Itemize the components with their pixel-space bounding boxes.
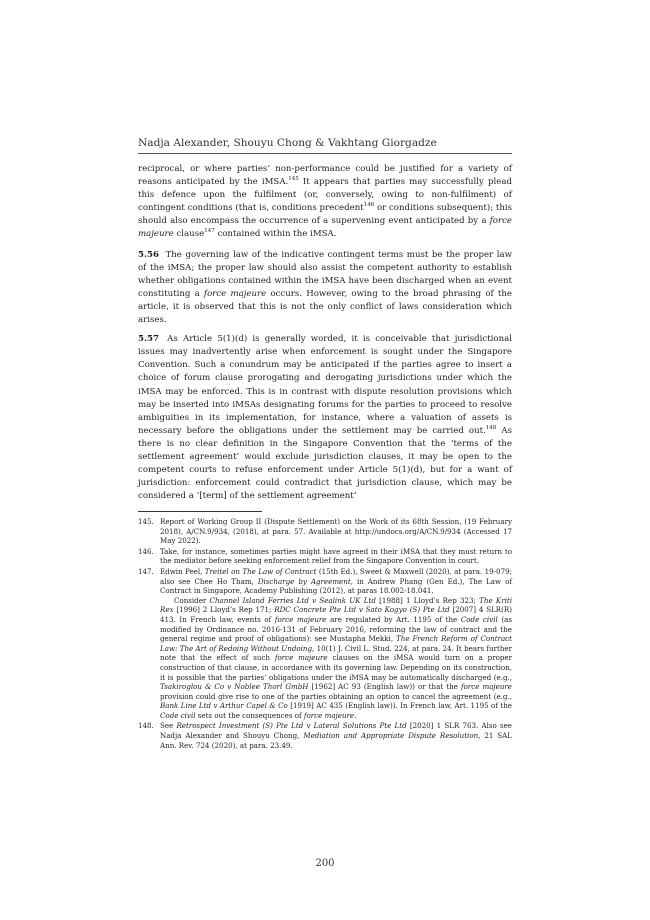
paragraph-5-56: 5.56 The governing law of the indicative contingent terms must be the proper law of the iMSA; the proper law should also assist the competent authority to establish whether obligations contained within the iMSA have been discharged when an event constituting a force majeure occurs. However, owing to the broad phrasing of the article, it is observed that this is not the only conflict of laws consideration which arises.: [138, 249, 512, 326]
footnote-146: 146. Take, for instance, sometimes parties might have agreed in their iMSA that they must return to the mediator before seeking enforcement relief from the Singapore Convention in court.: [138, 546, 512, 566]
footnote-separator: [138, 511, 262, 512]
paragraph-number: 5.56: [138, 249, 159, 260]
main-text: [138, 163, 512, 509]
footnote-number: 146.: [138, 546, 154, 556]
running-header: Nadja Alexander, Shouyu Chong & Vakhtang Giorgadze: [138, 137, 437, 149]
footnote-number: 145.: [138, 517, 154, 526]
paragraph-number: 5.57: [138, 334, 159, 345]
footnote-ref-145[interactable]: 145: [288, 176, 299, 183]
footnote-number: 147.: [138, 566, 154, 576]
footnote-ref-148[interactable]: 148: [485, 424, 497, 431]
paragraph-continued: reciprocal, or where parties’ non-performance could be justified for a variety of reasons anticipated by the iMSA.$^{145}$ It appears that parties may successfully plead this defence upon the fulfilment (or, conversely, owing to non-fulfilment) of contingent conditions (that is, conditions precedent$^{146}$ or conditions subsequent); this should also encompass the occurrence of a supervening event anticipated by a force majeure clause$^{147}$ contained within the iMSA.: [138, 164, 513, 240]
footnote-ref-147[interactable]: 147: [204, 228, 215, 235]
footnote-ref-146[interactable]: 146: [363, 202, 375, 209]
footnote-number: 148.: [138, 721, 154, 731]
header-rule: [138, 153, 512, 154]
footnotes: [138, 517, 512, 751]
footnote-145: 145. Report of Working Group II (Dispute Settlement) on the Work of its 68th Session, (19 February 2018), A/CN.9/934, (2018), at para. 57. Available at http://undocs.org/A/CN.9/934 (Accessed 17 May 2022).: [138, 517, 512, 546]
footnote-147: 147. Edwin Peel, Treitel on The Law of Contract (15th Ed.), Sweet & Maxwell (2020), at para. 19-079; also see Chee Ho Tham, Discharge by Agreement, in Andrew Phang (Gen Ed.), The Law of Contract in Singapore, Academy Publishing (2012), at paras 18.002-18.041. Consider Channel Island Ferries Ltd v Sealink UK Ltd [1988] 1 Lloyd’s Rep 323; The Kriti Rex [1996] 2 Lloyd’s Rep 171; RDC Concrete Pte Ltd v Sato Kogyo (S) Pte Ltd [2007] 4 SLR(R) 413. In French law, events of force majeure are regulated by Art. 1195 of the Code civil (as modified by Ordinance no. 2016-131 of February 2016, reforming the law of contract and the general regime and proof of obligations): see Mustapha Mekki, The French Reform of Contract Law: The Art of Redoing Without Undoing, 10(1) J. Civil L. Stud. 224, at para. 24. It bears further note that the effect of such force majeure clauses on the iMSA would turn on a proper construction of that clause, in accordance with its governing law. Depending on its construction, it is possible that the parties’ obligations under the iMSA may be automatically discharged (e.g., Tsakiroglou & Co v Noblee Thorl GmbH [1962] AC 93 (English law)) or that the force majeure provision could give rise to one of the parties obtaining an option to cancel the agreement (e.g., Bank Line Ltd v Arthur Capel & Co [1919] AC 435 (English law)). In French law, Art. 1195 of the Code civil sets out the consequences of force majeure.: [138, 566, 513, 720]
footnote-148: 148. See Retrospect Investment (S) Pte Ltd v Lateral Solutions Pte Ltd [2020] 1 SLR 763. Also see Nadja Alexander and Shouyu Chong, Mediation and Appropriate Dispute Resolution, 21 SAL Ann. Rev. 724 (2020), at para. 23.49.: [138, 721, 513, 750]
page-number: 200: [315, 858, 335, 869]
paragraph-5-57: 5.57 As Article 5(1)(d) is generally worded, it is conceivable that jurisdictional issues may inadvertently arise when enforcement is sought under the Singapore Convention. Such a conundrum may be anticipated if the parties agree to insert a choice of forum clause prorogating and derogating jurisdictions under which the iMSA may be enforced. This is in contrast with dispute resolution provisions which may be inserted into iMSAs designating forums for the parties to proceed to resolve ambiguities in its implementation, for instance, where a valuation of assets is necessary before the obligations under the settlement may be carried out.$^{148}$ As there is no clear definition in the Singapore Convention that the ‘terms of the settlement agreement’ would exclude jurisdiction clauses, it may be open to the competent courts to refuse enforcement under Article 5(1)(d), but for a want of jurisdiction: enforcement could contradict that jurisdiction clause, which may be considered a ‘[term] of the settlement agreement’: [138, 334, 512, 502]
